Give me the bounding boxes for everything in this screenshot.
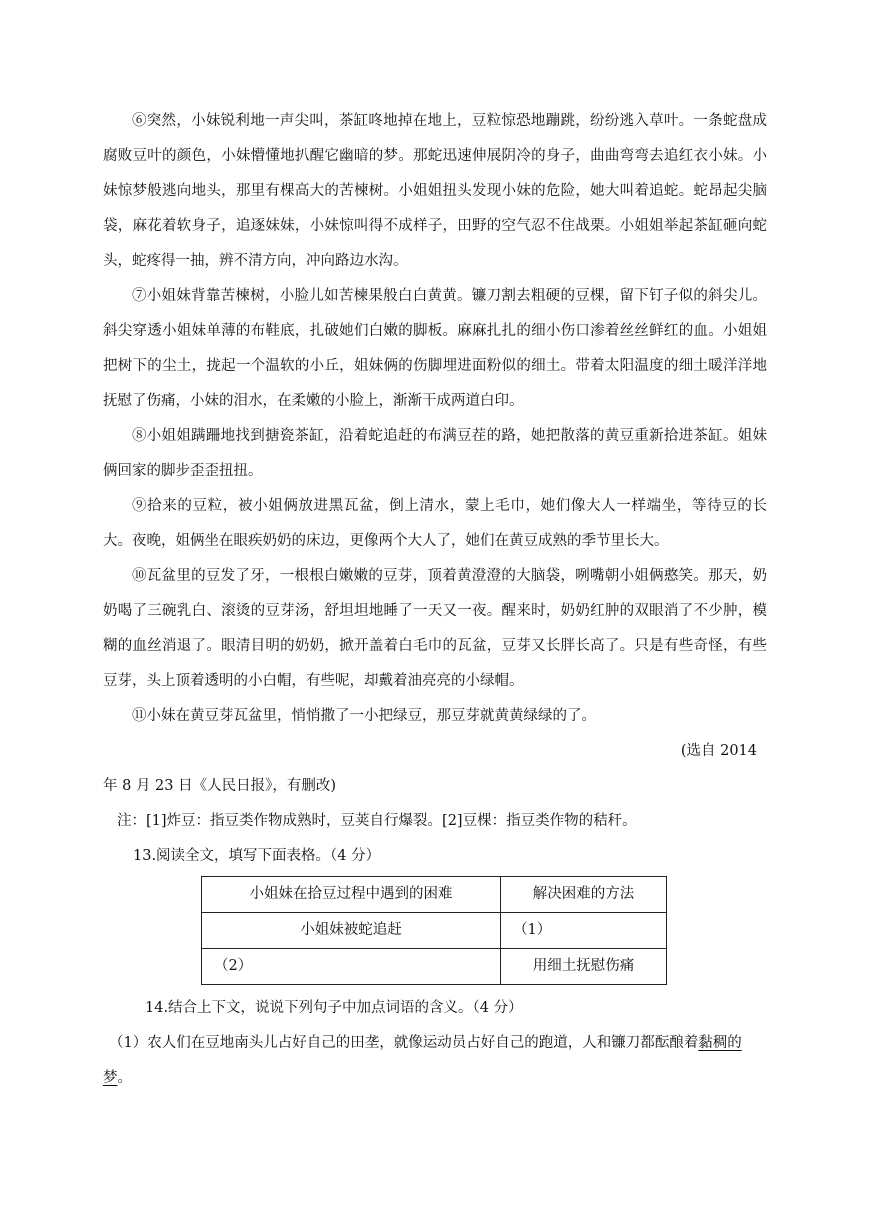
- paragraph-8: ⑧小姐姐蹒跚地找到搪瓷茶缸，沿着蛇追赶的布满豆茬的路，她把散落的黄豆重新拾进茶缸。姐妹俩回家的脚步歪歪扭扭。: [103, 428, 767, 479]
- source-citation: [103, 734, 767, 804]
- table-row: [202, 913, 667, 949]
- document-body: [103, 104, 767, 1096]
- table-cell-difficulty: 小姐妹被蛇追赶: [202, 913, 501, 949]
- paragraph-11: ⑪小妹在黄豆芽瓦盆里，悄悄撒了一小把绿豆，那豆芽就黄黄绿绿的了。: [132, 708, 596, 724]
- underlined-phrase: 黏稠的梦: [103, 1035, 742, 1086]
- table-cell-answer-blank-1[interactable]: （1）: [501, 913, 667, 949]
- paragraph-6: ⑥突然，小妹锐利地一声尖叫，茶缸咚地掉在地上，豆粒惊恐地蹦跳，纷纷逃入草叶。一条蛇盘成腐败豆叶的颜色，小妹懵懂地扒醒它幽暗的梦。那蛇迅速伸展阴冷的身子，曲曲弯弯去追红衣小妹。小妹惊梦般逃向地头，那里有棵高大的苦楝树。小姐姐扭头发现小妹的危险，她大叫着追蛇。蛇昂起尖脑袋，麻花着软身子，追逐妹妹，小妹惊叫得不成样子，田野的空气忍不住战栗。小姐姐举起茶缸砸向蛇头，蛇疼得一抽，辨不清方向，冲向路边水沟。: [103, 113, 767, 269]
- footnote: 注：[1]炸豆：指豆类作物成熟时，豆荚自行爆裂。[2]豆棵：指豆类作物的秸秆。: [117, 813, 637, 829]
- table-cell-answer-blank-2[interactable]: （2）: [202, 949, 501, 985]
- paragraph-7: ⑦小姐妹背靠苦楝树，小脸儿如苦楝果般白白黄黄。镰刀割去粗硬的豆棵，留下钉子似的斜尖儿。斜尖穿透小姐妹单薄的布鞋底，扎破她们白嫩的脚板。麻麻扎扎的细小伤口渗着丝丝鲜红的血。小姐姐把树下的尘土，拢起一个温软的小丘，姐妹俩的伤脚埋进面粉似的细土。带着太阳温度的细土暖洋洋地抚慰了伤痛，小妹的泪水，在柔嫩的小脸上，渐渐干成两道白印。: [103, 288, 767, 409]
- table-header-solution: 解决困难的方法: [501, 877, 667, 913]
- answer-table: [201, 876, 667, 985]
- question-13-prompt: 13.阅读全文，填写下面表格。（4 分）: [133, 848, 381, 864]
- question-14-item-1-end: 。: [117, 1070, 132, 1086]
- source-citation-line2: 年 8 月 23 日《人民日报》，有删改): [103, 778, 337, 794]
- question-14-item-1: [103, 1026, 767, 1096]
- table-header-difficulty: 小姐妹在拾豆过程中遇到的困难: [202, 877, 501, 913]
- table-header-row: [202, 877, 667, 913]
- question-14-item-1-text: （1）农人们在豆地南头儿占好自己的田垄，就像运动员占好自己的跑道，人和镰刀都酝酿着: [109, 1035, 699, 1051]
- paragraph-9: ⑨拾来的豆粒，被小姐俩放进黑瓦盆，倒上清水，蒙上毛巾，她们像大人一样端坐，等待豆的长大。夜晚，姐俩坐在眼疾奶奶的床边，更像两个大人了，她们在黄豆成熟的季节里长大。: [103, 498, 767, 549]
- question-14-prompt: 14.结合上下文，说说下列句子中加点词语的含义。（4 分）: [145, 1000, 523, 1016]
- paragraph-10: ⑩瓦盆里的豆发了牙，一根根白嫩嫩的豆芽，顶着黄澄澄的大脑袋，咧嘴朝小姐俩憨笑。那天，奶奶喝了三碗乳白、滚烫的豆芽汤，舒坦坦地睡了一天又一夜。醒来时，奶奶红肿的双眼消了不少肿，模糊的血丝消退了。眼清目明的奶奶，掀开盖着白毛巾的瓦盆，豆芽又长胖长高了。只是有些奇怪，有些豆芽，头上顶着透明的小白帽，有些呢，却戴着油亮亮的小绿帽。: [103, 568, 767, 689]
- table-row: [202, 949, 667, 985]
- table-cell-solution: 用细土抚慰伤痛: [501, 949, 667, 985]
- source-citation-line1: (选自 2014: [680, 743, 757, 759]
